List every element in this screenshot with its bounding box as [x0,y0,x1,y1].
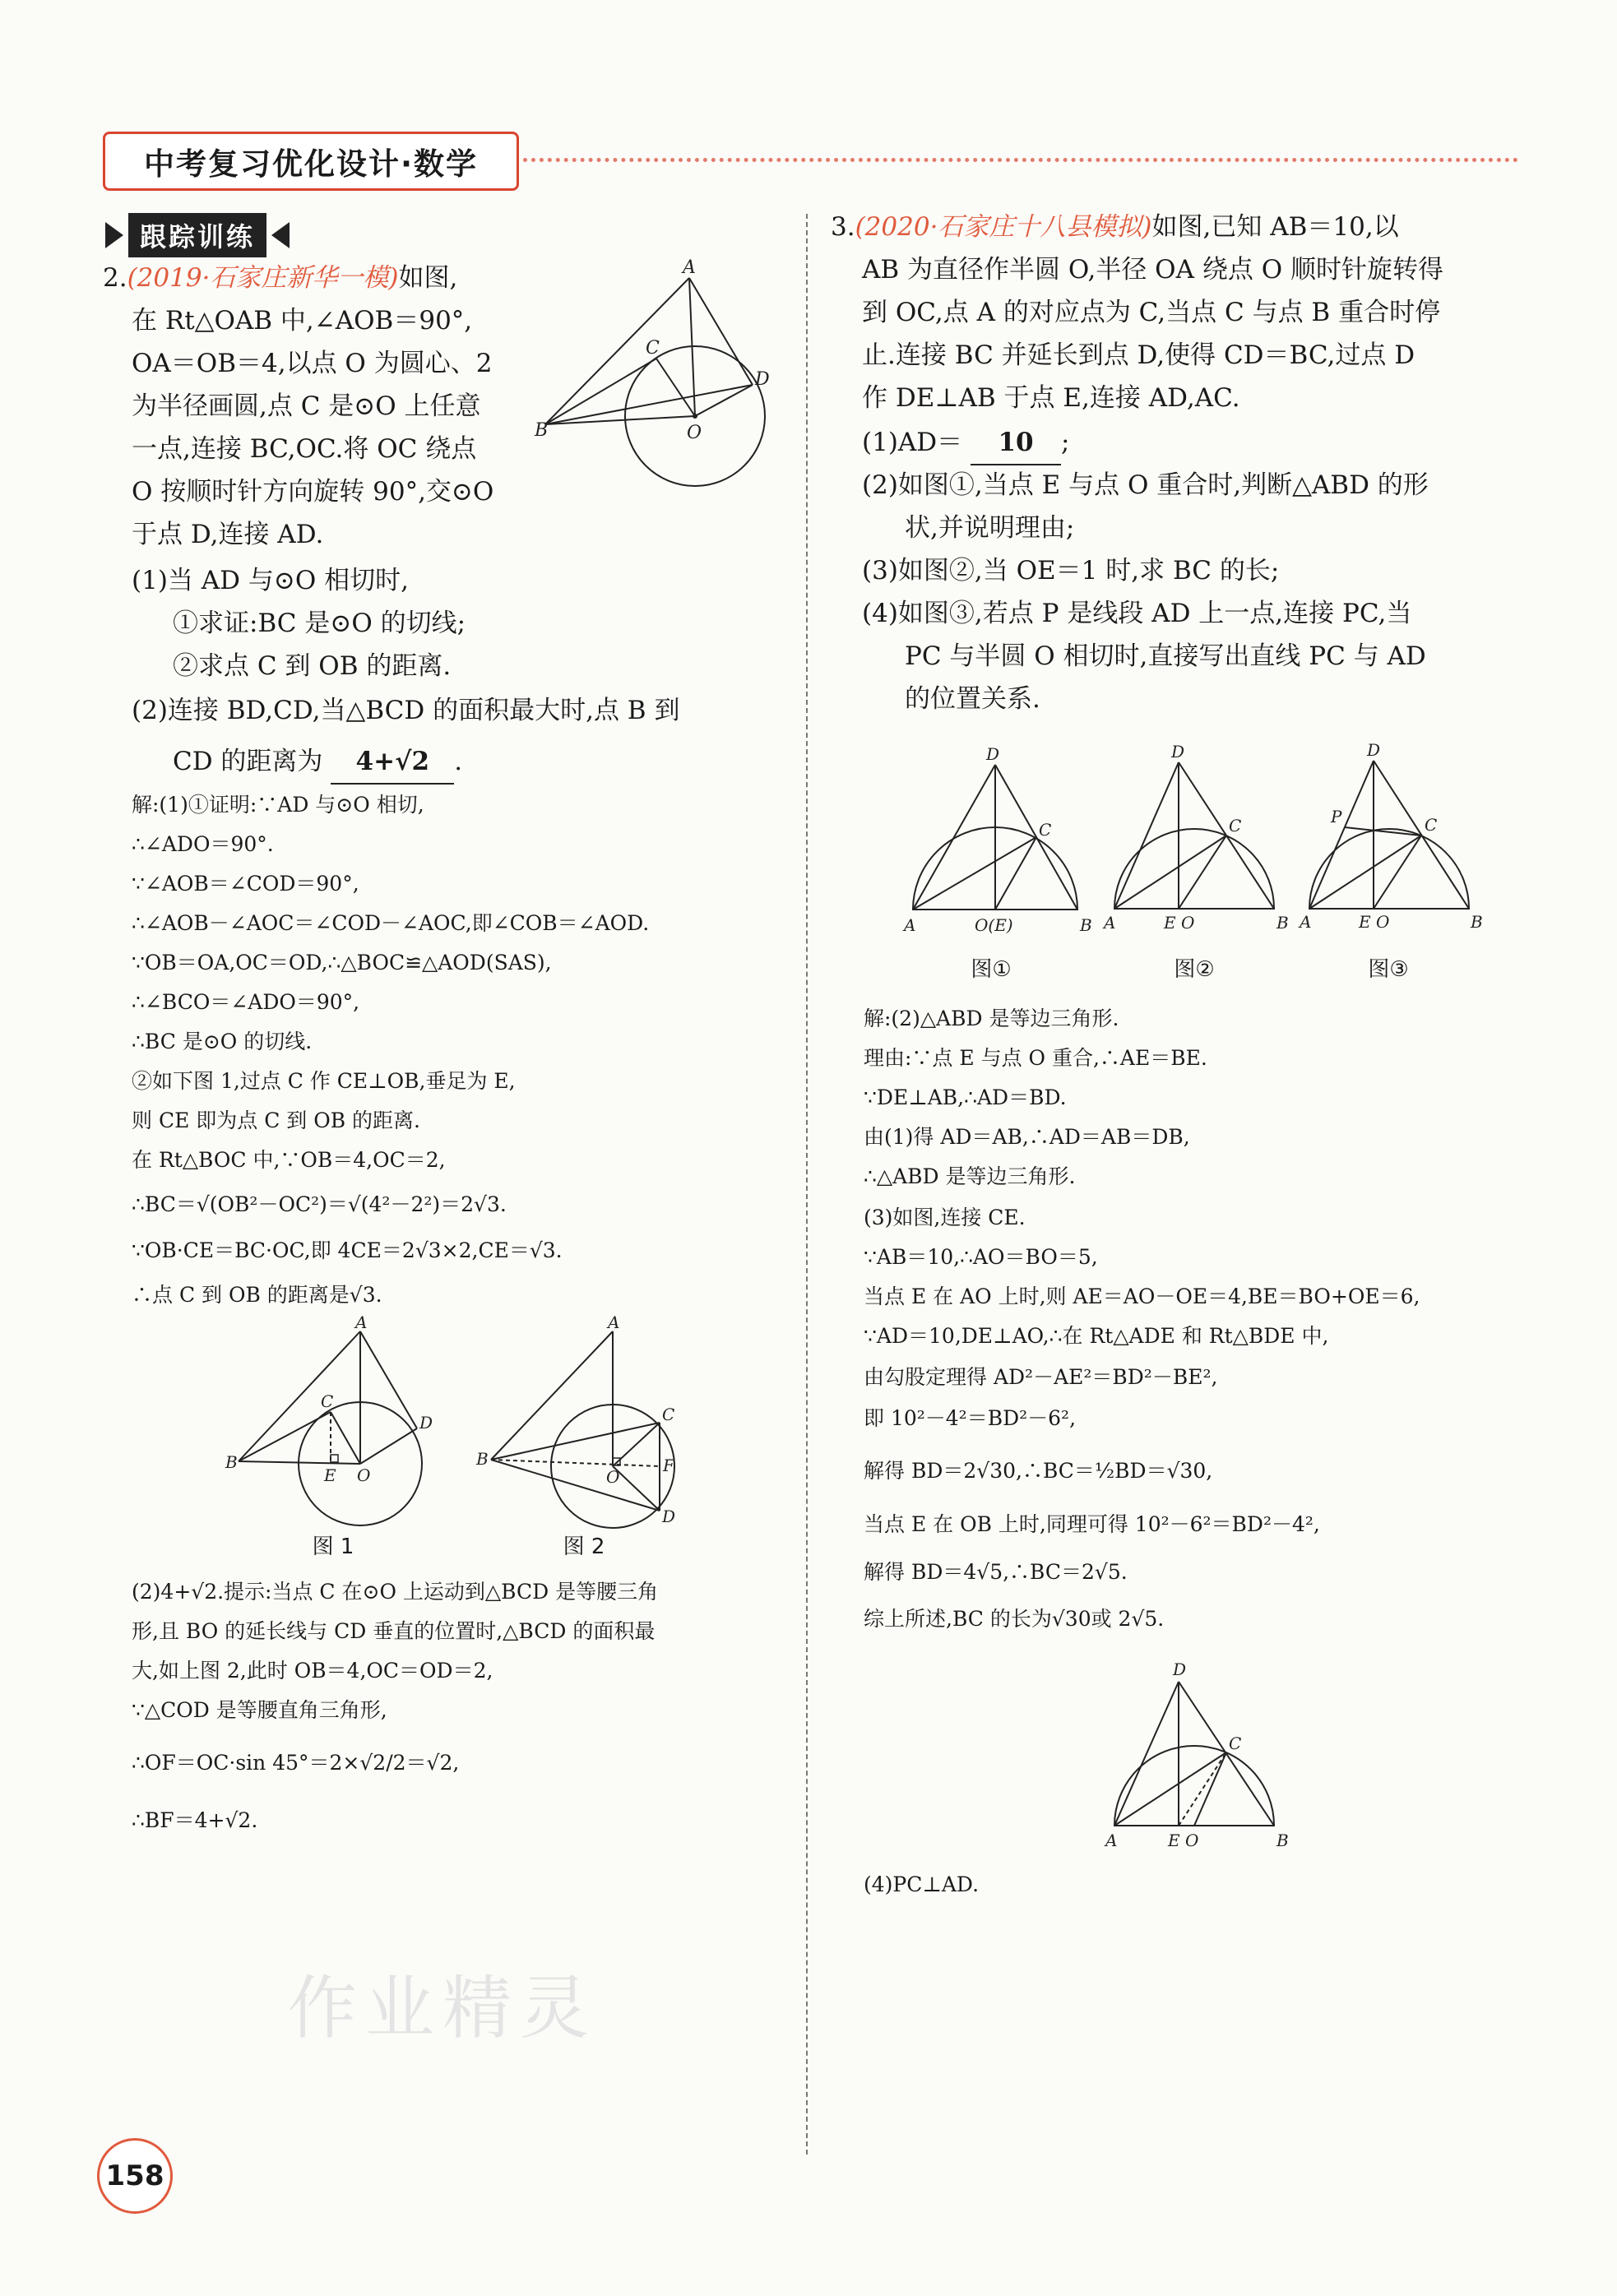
q2-sol2-6: ∴BF＝4+√2. [132,1808,258,1832]
q3f1-label-c: C [1039,820,1052,840]
fig1-label-a: A [355,1312,368,1332]
q2-sol-11: ∴BC＝√(OB²－OC²)＝√(4²－2²)＝2√3. [132,1192,507,1216]
q3-part4-c: 的位置关系. [905,684,1040,714]
header-dotted-rule [523,158,1518,162]
q3f2-label-b: B [1276,913,1289,933]
q3-sol-10: 由勾股定理得 AD²－AE²＝BD²－BE², [864,1365,1218,1389]
q3f1-label-a: A [904,915,916,935]
q3sf-label-c: C [1229,1734,1242,1753]
q2-part1-b: ②求点 C 到 OB 的距离. [173,651,452,681]
q3-sol-14: 解得 BD＝4√5,∴BC＝2√5. [864,1560,1128,1584]
q2-fig-label-o: O [687,423,702,443]
q3-sol-part4: (4)PC⊥AD. [864,1872,980,1896]
q2-fig-label-b: B [535,420,549,441]
q3-sol-8: 当点 E 在 AO 上时,则 AE＝AO－OE＝4,BE＝BO+OE＝6, [864,1285,1420,1308]
q2-sol-3: ∵∠AOB＝∠COD＝90°, [132,872,359,896]
q3-sol-9: ∵AD＝10,DE⊥AO,∴在 Rt△ADE 和 Rt△BDE 中, [864,1324,1329,1348]
q2-fig-label-c: C [646,338,660,359]
q3f3-label-p: P [1331,807,1342,826]
q2-line-7: 于点 D,连接 AD. [132,520,324,549]
q3f3-label-b: B [1471,912,1483,932]
fig1-label-e: E [324,1465,336,1485]
q3-line-5: 作 DE⊥AB 于点 E,连接 AD,AC. [862,383,1240,413]
q2-line-1: 2.(2019·石家庄新华一模)如图, [103,263,458,293]
q3-sol-4: 由(1)得 AD＝AB,∴AD＝AB＝DB, [864,1125,1190,1149]
q2-answer-blank: 4+√2 [331,740,454,785]
q3f2-label-c: C [1229,816,1242,836]
q3-sol-11: 即 10²－4²＝BD²－6², [864,1406,1077,1430]
arrow-right-icon [105,222,123,248]
page-header-title: 中考复习优化设计·数学 [103,132,519,191]
q3-sol-2: 理由:∵点 E 与点 O 重合,∴AE＝BE. [864,1046,1207,1070]
q3f1-label-b: B [1080,915,1092,935]
q3-sol-1: 解:(2)△ABD 是等边三角形. [864,1007,1119,1030]
q3f2-label-d: D [1171,742,1185,761]
section-badge-label: 跟踪训练 [128,213,266,257]
fig2-label-a: A [608,1312,620,1332]
q3f2-label-eo: E O [1164,913,1195,933]
q3-sol-7: ∵AB＝10,∴AO＝BO＝5, [864,1245,1098,1269]
section-badge [105,215,290,255]
q2-sol-9: 则 CE 即为点 C 到 OB 的距离. [132,1109,421,1132]
q2-sol2-1: (2)4+√2.提示:当点 C 在⊙O 上运动到△BCD 是等腰三角 [132,1580,659,1604]
fig2-label-o: O [606,1467,620,1487]
q3-figure-2-caption: 图② [1174,957,1215,982]
q3f3-label-eo: E O [1359,912,1390,932]
q3sf-label-d: D [1173,1660,1187,1679]
q2-sol2-5: ∴OF＝OC·sin 45°＝2×√2/2＝√2, [132,1751,460,1775]
q2-line-3: OA＝OB＝4,以点 O 为圆心、2 [132,349,493,378]
q3-part2-b: 状,并说明理由; [905,513,1075,543]
q3-sol-5: ∴△ABD 是等边三角形. [864,1164,1076,1188]
q3-answer-blank: 10 [971,421,1061,465]
q2-line-5: 一点,连接 BC,OC.将 OC 绕点 [132,434,477,464]
column-divider [806,214,808,2155]
q2-sol-8: ②如下图 1,过点 C 作 CE⊥OB,垂足为 E, [132,1069,516,1093]
q2-figure-2 [473,1312,695,1526]
fig1-label-o: O [357,1465,371,1485]
fig2-label-d: D [662,1507,676,1526]
q2-sol2-3: 大,如上图 2,此时 OB＝4,OC＝OD＝2, [132,1659,493,1683]
q3-part1: (1)AD＝ 10 ; [862,421,1069,465]
q3-line-3: 到 OC,点 A 的对应点为 C,当点 C 与点 B 重合时停 [862,298,1441,327]
q3-line-1: 3.(2020·石家庄十八县模拟)如图,已知 AB＝10,以 [831,212,1399,242]
q2-sol-1: 解:(1)①证明:∵AD 与⊙O 相切, [132,793,424,817]
q3-figure-3 [1300,740,1489,933]
q2-line-2: 在 Rt△OAB 中,∠AOB＝90°, [132,306,473,336]
q2-fig-label-d: D [755,369,770,390]
q2-sol-6: ∴∠BCO＝∠ADO＝90°, [132,990,360,1014]
q3f3-label-a: A [1300,912,1312,932]
q2-line-4: 为半径画圆,点 C 是⊙O 上任意 [132,391,481,421]
q3f1-label-oe: O(E) [975,915,1013,935]
q2-part2: (2)连接 BD,CD,当△BCD 的面积最大时,点 B 到 [132,696,680,725]
q2-sol2-4: ∵△COD 是等腰直角三角形, [132,1698,387,1722]
q2-sol-5: ∵OB＝OA,OC＝OD,∴△BOC≌△AOD(SAS), [132,951,552,974]
q3-figure-1 [901,744,1092,937]
q3-sol-3: ∵DE⊥AB,∴AD＝BD. [864,1086,1067,1109]
q2-sol-10: 在 Rt△BOC 中,∵OB＝4,OC＝2, [132,1148,446,1172]
q3-part4: (4)如图③,若点 P 是线段 AD 上一点,连接 PC,当 [862,599,1412,628]
q3-solution-figure [1102,1657,1291,1854]
q3-figure-2 [1102,744,1291,933]
q3f1-label-d: D [986,744,1000,764]
q2-figure-2-caption: 图 2 [563,1535,605,1559]
fig2-label-f: F [663,1456,674,1475]
q3-part2: (2)如图①,当点 E 与点 O 重合时,判断△ABD 的形 [862,470,1429,500]
q2-part1-a: ①求证:BC 是⊙O 的切线; [173,609,466,638]
q3-part3: (3)如图②,当 OE＝1 时,求 BC 的长; [862,556,1280,586]
q3sf-label-a: A [1105,1831,1118,1850]
q2-part1: (1)当 AD 与⊙O 相切时, [132,566,409,595]
q3-part4-b: PC 与半圆 O 相切时,直接写出直线 PC 与 AD [905,641,1426,671]
q3-sol-6: (3)如图,连接 CE. [864,1206,1026,1229]
arrow-left-icon [271,222,290,248]
q3-line-4: 止.连接 BC 并延长到点 D,使得 CD＝BC,过点 D [862,340,1415,370]
q3-sol-15: 综上所述,BC 的长为√30或 2√5. [864,1607,1165,1631]
fig1-label-b: B [225,1452,238,1472]
fig2-label-c: C [662,1405,675,1424]
q3f3-label-d: D [1367,740,1381,760]
q2-sol-2: ∴∠ADO＝90°. [132,832,274,856]
q2-line-6: O 按顺时针方向旋转 90°,交⊙O [132,477,494,507]
q2-figure-1-caption: 图 1 [312,1535,354,1559]
q2-figure-1 [222,1312,444,1525]
q3sf-label-eo: E O [1168,1831,1199,1850]
q2-fig-label-a: A [683,257,696,278]
q3-line-2: AB 为直径作半圆 O,半径 OA 绕点 O 顺时针旋转得 [862,255,1443,285]
q3sf-label-b: B [1276,1831,1289,1850]
watermark-text: 作业精灵 [288,1968,598,2048]
q3-sol-13: 当点 E 在 OB 上时,同理可得 10²－6²＝BD²－4², [864,1512,1320,1536]
q3-sol-12: 解得 BD＝2√30,∴BC＝½BD＝√30, [864,1459,1213,1483]
q2-sol-12: ∵OB·CE＝BC·OC,即 4CE＝2√3×2,CE＝√3. [132,1238,563,1262]
q3f3-label-c: C [1425,815,1438,835]
q2-part2-answer-line: CD 的距离为 4+√2 . [173,740,462,785]
fig1-label-c: C [321,1391,334,1411]
q3-figure-3-caption: 图③ [1368,957,1409,982]
fig1-label-d: D [419,1413,433,1433]
q2-main-figure [535,257,798,508]
q3-figure-1-caption: 图① [971,957,1012,982]
q2-sol-7: ∴BC 是⊙O 的切线. [132,1030,313,1053]
q2-sol-4: ∴∠AOB－∠AOC＝∠COD－∠AOC,即∠COB＝∠AOD. [132,911,650,935]
fig2-label-b: B [476,1449,489,1469]
q3f2-label-a: A [1104,913,1116,933]
q2-sol2-2: 形,且 BO 的延长线与 CD 垂直的位置时,△BCD 的面积最 [132,1619,656,1643]
page-number: 158 [97,2138,173,2214]
q2-sol-13: ∴点 C 到 OB 的距离是√3. [132,1283,382,1307]
